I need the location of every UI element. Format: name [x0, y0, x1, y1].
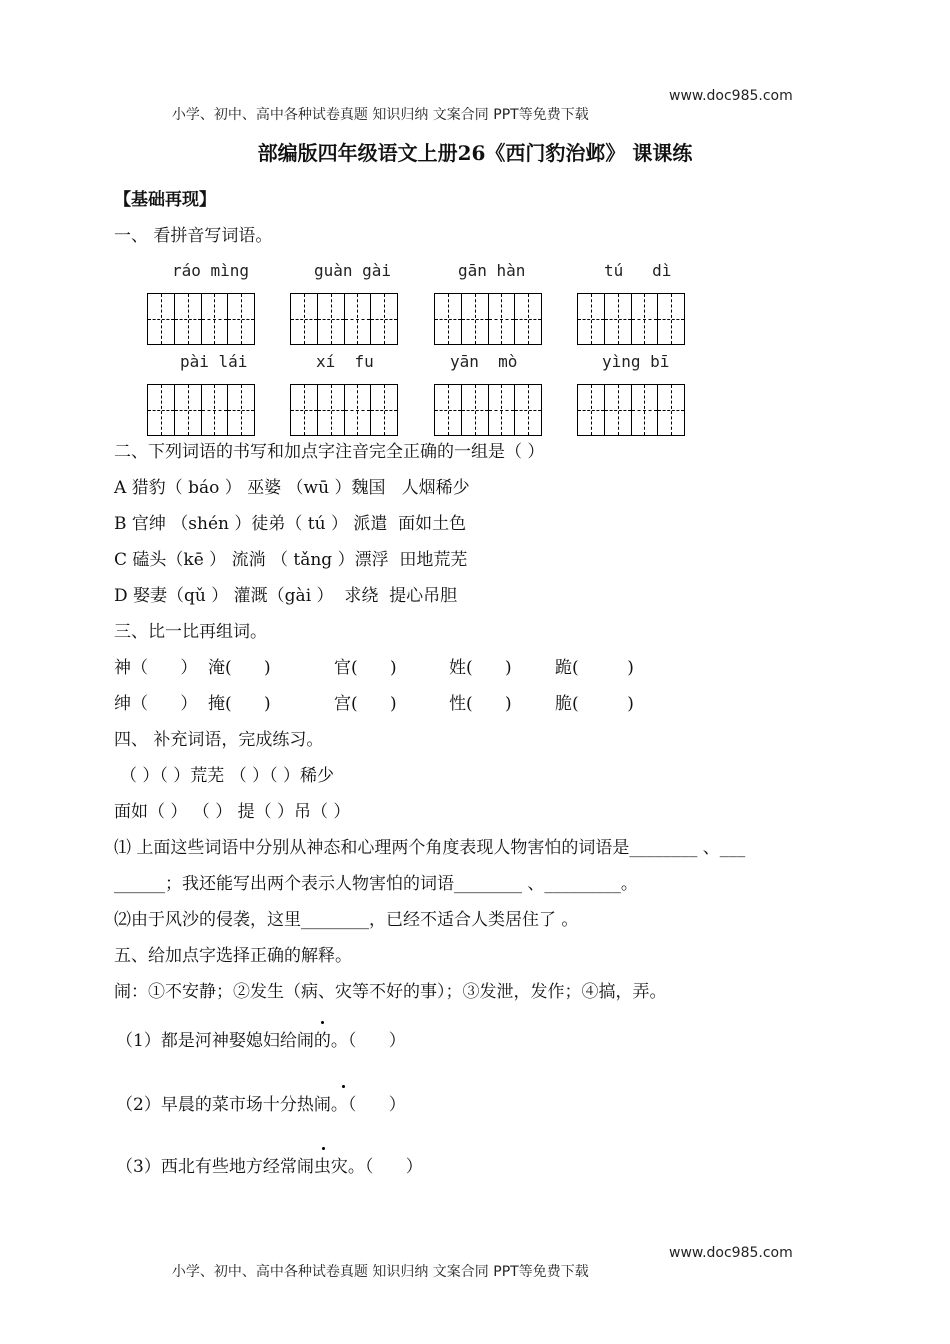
- pinyin-6: xí fu: [316, 352, 374, 371]
- compare-item: 性( ): [449, 694, 512, 714]
- compare-item: 绅（ ）: [114, 694, 198, 714]
- site-url[interactable]: www.doc985.com: [669, 88, 793, 104]
- q2-option-c: C 磕头（kē ） 流淌 （ tǎng ）漂浮 田地荒芜: [114, 550, 468, 570]
- compare-item: 淹( ): [208, 658, 271, 678]
- footer-banner-text: 小学、初中、高中各种试卷真题 知识归纳 文案合同 PPT等免费下载: [171, 1264, 589, 1280]
- q4-heading: 四、 补充词语，完成练习。: [114, 730, 324, 750]
- compare-item: 姓( ): [449, 658, 512, 678]
- compare-item: 神（ ）: [114, 658, 198, 678]
- compare-item: 脆( ): [555, 694, 634, 714]
- q3-heading: 三、比一比再组词。: [114, 622, 267, 642]
- site-banner-text: 小学、初中、高中各种试卷真题 知识归纳 文案合同 PPT等免费下载: [171, 107, 589, 123]
- q2-heading: 二、下列词语的书写和加点字注音完全正确的一组是（ ）: [114, 442, 545, 462]
- pinyin-4: tú dì: [604, 261, 672, 280]
- q5-item-2: （2）早晨的菜市场十分热闹。（ ）: [116, 1095, 406, 1115]
- writing-grid[interactable]: [290, 384, 398, 436]
- writing-grid[interactable]: [147, 384, 255, 436]
- compare-item: 掩( ): [208, 694, 271, 714]
- site-banner: [163, 88, 589, 124]
- emphasis-dot: [322, 1147, 325, 1150]
- section-label: 【基础再现】: [114, 190, 216, 210]
- q5-item-3: （3）西北有些地方经常闹虫灾。（ ）: [116, 1157, 423, 1177]
- page-title: 部编版四年级语文上册26《西门豹治邺》 课课练: [257, 141, 693, 165]
- compare-item: 官( ): [334, 658, 397, 678]
- pinyin-2: guàn gài: [314, 261, 392, 280]
- q2-option-a: A 猎豹（ báo ） 巫婆 （wū ）魏国 人烟稀少: [114, 478, 470, 498]
- q1-heading: 一、 看拼音写词语。: [114, 226, 273, 246]
- pinyin-1: ráo mìng: [172, 261, 250, 280]
- compare-item: 宫( ): [334, 694, 397, 714]
- q4-line-1: （ ）（ ）荒芜 （ ）（ ）稀少: [120, 766, 335, 786]
- compare-item: 跪( ): [555, 658, 634, 678]
- writing-grid[interactable]: [434, 384, 542, 436]
- q2-option-d: D 娶妻（qǔ ） 灌溉（gài ） 求绕 提心吊胆: [114, 586, 458, 606]
- q4-sub2: ⑵由于风沙的侵袭，这里________，已经不适合人类居住了 。: [114, 910, 579, 930]
- writing-grid[interactable]: [290, 293, 398, 345]
- writing-grid[interactable]: [577, 384, 685, 436]
- footer-url[interactable]: www.doc985.com: [669, 1245, 793, 1261]
- q2-option-b: B 官绅 （shén ）徒弟（ tú ） 派遣 面如土色: [114, 514, 467, 534]
- writing-grid[interactable]: [147, 293, 255, 345]
- pinyin-3: gān hàn: [458, 261, 526, 280]
- emphasis-dot: [342, 1085, 345, 1088]
- writing-grid[interactable]: [434, 293, 542, 345]
- q4-sub1-a: ⑴ 上面这些词语中分别从神态和心理两个角度表现人物害怕的词语是________ 、___: [114, 838, 746, 858]
- footer-banner: [163, 1245, 589, 1281]
- pinyin-5: pài lái: [180, 352, 248, 371]
- q4-line-2: 面如（ ） （ ） 提（ ）吊（ ）: [114, 802, 351, 822]
- writing-grid[interactable]: [577, 293, 685, 345]
- pinyin-8: yìng bī: [602, 352, 670, 371]
- q5-definition: 闹：①不安静；②发生（病、灾等不好的事）；③发泄，发作；④搞，弄。: [114, 982, 667, 1002]
- q5-item-1: （1）都是河神娶媳妇给闹的。（ ）: [116, 1031, 406, 1051]
- pinyin-7: yān mò: [450, 352, 518, 371]
- q5-heading: 五、给加点字选择正确的解释。: [114, 946, 352, 966]
- emphasis-dot: [321, 1021, 324, 1024]
- q4-sub1-b: ______；我还能写出两个表示人物害怕的词语________ 、_________。: [114, 874, 638, 894]
